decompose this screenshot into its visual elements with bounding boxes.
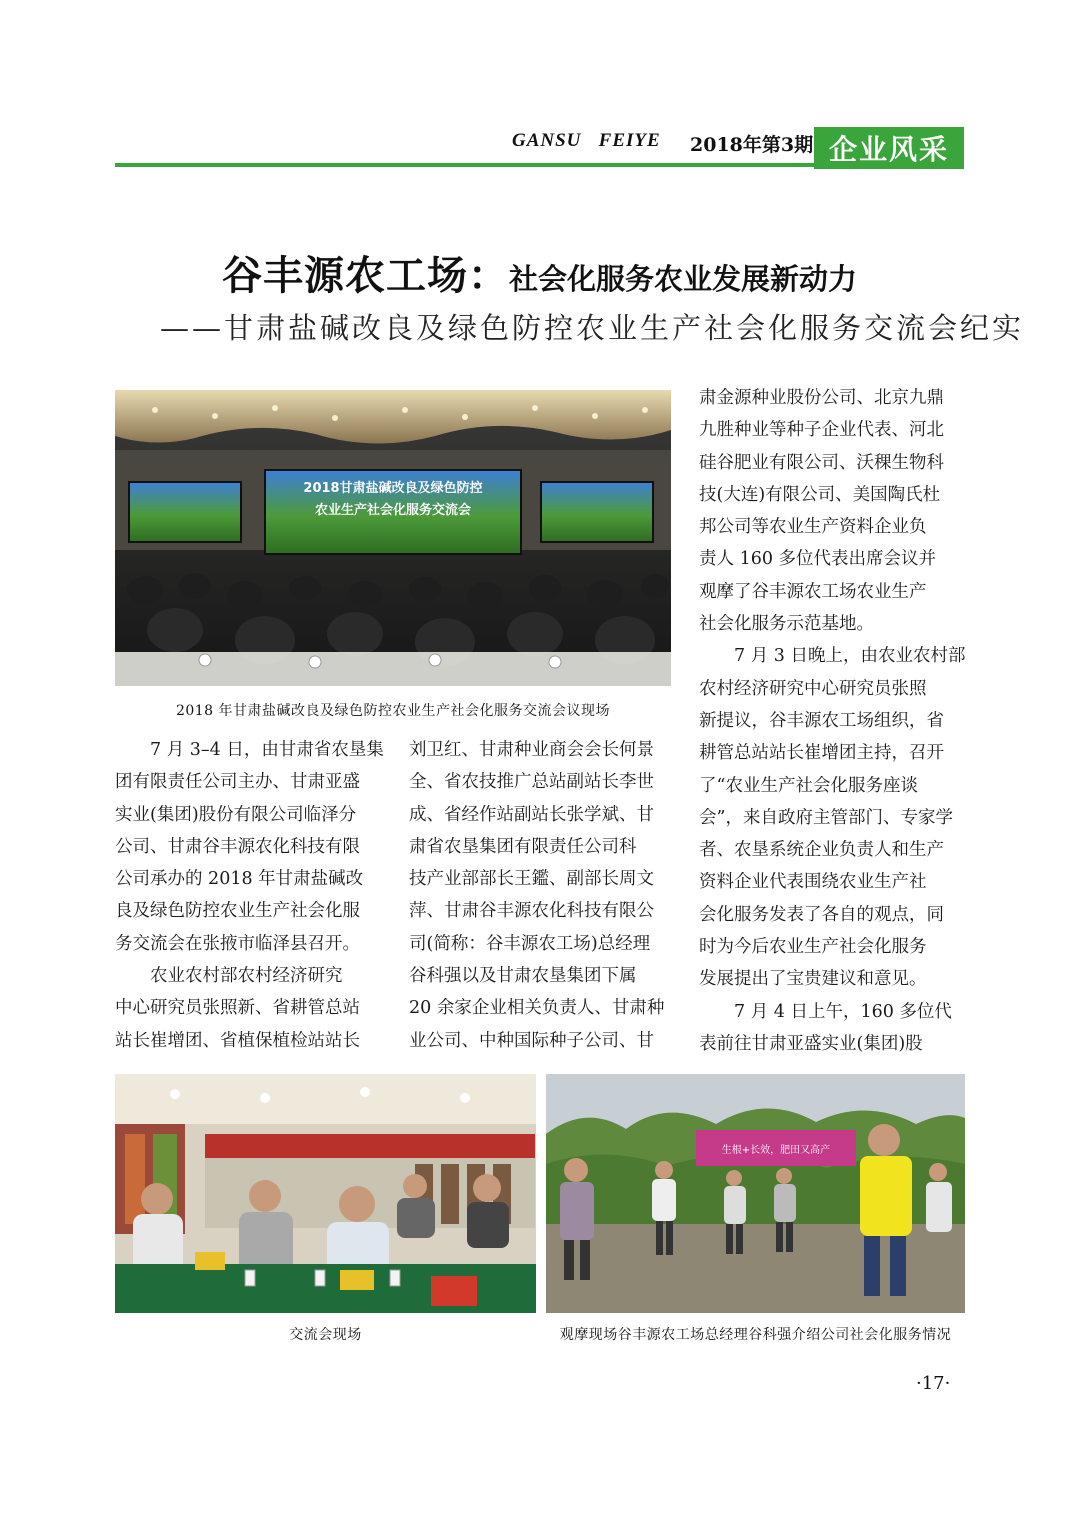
body-column-3 — [699, 382, 969, 1060]
photo-caption-bottom-left: 交流会现场 — [289, 1327, 362, 1343]
text-line: 会化服务发表了各自的观点，同 — [699, 904, 944, 925]
text-line: 站长崔增团、省植保植检站站长 — [115, 1030, 360, 1051]
header-rule — [115, 163, 815, 167]
text-line: 肃金源种业股份公司、北京九鼎 — [699, 388, 944, 408]
body-column-2 — [409, 734, 679, 1057]
text-line: 全、省农技推广总站副站长李世 — [409, 772, 654, 793]
text-line: 社会化服务示范基地。 — [699, 614, 874, 635]
text-line: 者、农垦系统企业负责人和生产 — [699, 840, 944, 861]
screen-text-2: 农业生产社会化服务交流会 — [314, 503, 472, 518]
banner-text: 生根+长效，肥田又高产 — [721, 1145, 831, 1156]
text-line: 表前往甘肃亚盛实业(集团)股 — [699, 1033, 923, 1054]
text-line: 公司承办的 2018 年甘肃盐碱改 — [115, 869, 364, 890]
journal-name: GANSU FEIYE — [512, 130, 661, 151]
text-line: 20 余家企业相关负责人、甘肃种 — [409, 998, 665, 1019]
screen-text-1: 2018甘肃盐碱改良及绿色防控 — [303, 481, 483, 496]
text-line: 萍、甘肃谷丰源农化科技有限公 — [409, 901, 654, 922]
text-line: 会”，来自政府主管部门、专家学 — [699, 807, 953, 828]
text-line: 时为今后农业生产社会化服务 — [699, 937, 927, 958]
text-line: 司(简称：谷丰源农工场)总经理 — [409, 933, 651, 954]
text-line: 7 月 4 日上午，160 多位代 — [699, 1001, 952, 1022]
text-line: 业公司、中种国际种子公司、甘 — [409, 1030, 654, 1051]
text-line: 公司、甘肃谷丰源农化科技有限 — [115, 836, 360, 857]
text-line: 发展提出了宝贵建议和意见。 — [699, 969, 927, 990]
article-subtitle: ——甘肃盐碱改良及绿色防控农业生产社会化服务交流会纪实 — [160, 311, 1025, 345]
text-line: 中心研究员张照新、省耕管总站 — [115, 998, 360, 1019]
body-column-1 — [115, 734, 385, 1057]
article-title-rest: 社会化服务农业发展新动力 — [508, 262, 857, 296]
text-line: 邦公司等农业生产资料企业负 — [699, 517, 927, 538]
text-line: 硅谷肥业有限公司、沃稞生物科 — [699, 452, 944, 473]
text-line: 肃省农垦集团有限责任公司科 — [409, 836, 637, 857]
photo-caption-bottom-right: 观摩现场谷丰源农工场总经理谷科强介绍公司社会化服务情况 — [559, 1327, 952, 1343]
section-badge: 企业风采 — [814, 127, 964, 169]
text-line: 技(大连)有限公司、美国陶氏杜 — [699, 484, 941, 505]
text-line: 农村经济研究中心研究员张照 — [699, 678, 927, 699]
text-line: 观摩了谷丰源农工场农业生产 — [699, 581, 927, 602]
text-line: 农业农村部农村经济研究 — [115, 966, 343, 987]
photo-caption-top: 2018 年甘肃盐碱改良及绿色防控农业生产社会化服务交流会议现场 — [175, 703, 611, 719]
text-line: 务交流会在张掖市临泽县召开。 — [115, 933, 360, 954]
conference-hall-photo — [115, 390, 671, 686]
field-visit-photo — [546, 1074, 965, 1313]
page-number: ·17· — [916, 1373, 951, 1394]
text-line: 耕管总站站长崔增团主持，召开 — [699, 743, 944, 764]
article-title-lead: 谷丰源农工场： — [221, 253, 509, 299]
text-line: 技产业部部长王鑑、副部长周文 — [409, 869, 654, 890]
meeting-photo — [115, 1074, 536, 1313]
text-line: 实业(集团)股份有限公司临泽分 — [115, 804, 357, 825]
text-line: 责人 160 多位代表出席会议并 — [699, 549, 937, 570]
text-line: 团有限责任公司主办、甘肃亚盛 — [115, 772, 360, 793]
text-line: 成、省经作站副站长张学斌、甘 — [409, 804, 654, 825]
issue-label: 2018年第3期 — [690, 134, 814, 156]
text-line: 新提议，谷丰源农工场组织，省 — [699, 710, 944, 731]
text-line: 谷科强以及甘肃农垦集团下属 — [409, 966, 637, 987]
text-line: 7 月 3–4 日，由甘肃省农垦集 — [115, 740, 384, 760]
text-line: 了“农业生产社会化服务座谈 — [699, 775, 918, 796]
text-line: 7 月 3 日晚上，由农业农村部 — [699, 646, 966, 667]
text-line: 良及绿色防控农业生产社会化服 — [115, 901, 360, 922]
article-title — [0, 244, 1079, 301]
text-line: 资料企业代表围绕农业生产社 — [699, 872, 927, 893]
text-line: 九胜种业等种子企业代表、河北 — [699, 420, 944, 441]
text-line: 刘卫红、甘肃种业商会会长何景 — [409, 740, 654, 760]
